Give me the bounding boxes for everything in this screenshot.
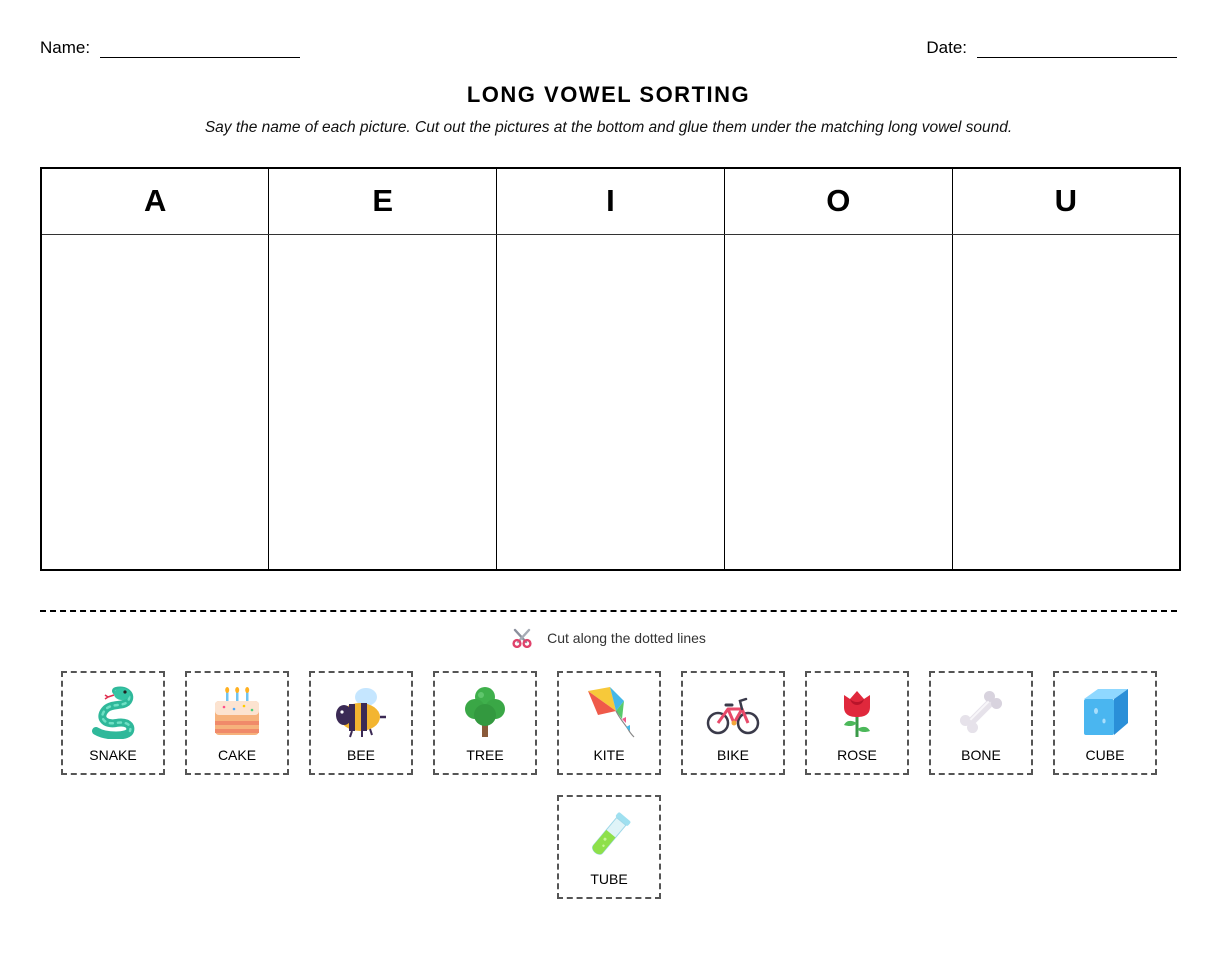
bike-icon (706, 685, 760, 739)
card-label: CUBE (1085, 747, 1125, 763)
rose-icon (830, 685, 884, 739)
cut-note-text: Cut along the dotted lines (547, 630, 706, 646)
bone-icon (954, 685, 1008, 739)
picture-card-cake[interactable] (185, 671, 289, 775)
date-label: Date: (926, 38, 967, 57)
picture-card-bone[interactable] (929, 671, 1033, 775)
vowel-column-u[interactable] (952, 234, 1180, 570)
vowel-column-o[interactable] (724, 234, 952, 570)
picture-card-tube[interactable] (557, 795, 661, 899)
date-line[interactable] (977, 42, 1177, 58)
card-label: BEE (346, 747, 375, 763)
card-label: BIKE (717, 747, 749, 763)
card-label: TUBE (590, 871, 628, 887)
kite-icon (582, 685, 636, 739)
tree-icon (458, 685, 512, 739)
vowel-header-a: A (41, 168, 269, 234)
card-label: TREE (466, 747, 504, 763)
picture-card-bee[interactable] (309, 671, 413, 775)
vowel-header-i: I (497, 168, 725, 234)
vowel-column-e[interactable] (269, 234, 497, 570)
vowel-column-a[interactable] (41, 234, 269, 570)
picture-card-bike[interactable] (681, 671, 785, 775)
name-field (40, 38, 300, 58)
picture-card-tree[interactable] (433, 671, 537, 775)
picture-card-snake[interactable] (61, 671, 165, 775)
card-label: SNAKE (89, 747, 137, 763)
vowel-header-o: O (724, 168, 952, 234)
card-label: KITE (593, 747, 625, 763)
card-label: CAKE (217, 747, 257, 763)
name-label: Name: (40, 38, 91, 57)
instructions: Say the name of each picture. Cut out the pictures at the bottom and glue them under the matching long vowel sound. (204, 119, 1013, 136)
vowel-header-u: U (952, 168, 1180, 234)
cake-icon (210, 685, 264, 739)
bee-icon (334, 685, 388, 739)
picture-card-kite[interactable] (557, 671, 661, 775)
scissors-icon (511, 628, 533, 648)
picture-card-rose[interactable] (805, 671, 909, 775)
date-field (926, 38, 1177, 58)
picture-card-cube[interactable] (1053, 671, 1157, 775)
cut-line (40, 610, 1177, 612)
cut-note (0, 628, 1217, 648)
page-title: LONG VOWEL SORTING (466, 82, 751, 107)
tube-icon (582, 809, 636, 863)
card-label: ROSE (837, 747, 877, 763)
name-line[interactable] (100, 42, 300, 58)
card-label: BONE (961, 747, 1001, 763)
header-row (40, 38, 1177, 62)
sorting-table (40, 167, 1181, 571)
vowel-column-i[interactable] (497, 234, 725, 570)
snake-icon (86, 685, 140, 739)
cube-icon (1078, 685, 1132, 739)
vowel-header-e: E (269, 168, 497, 234)
